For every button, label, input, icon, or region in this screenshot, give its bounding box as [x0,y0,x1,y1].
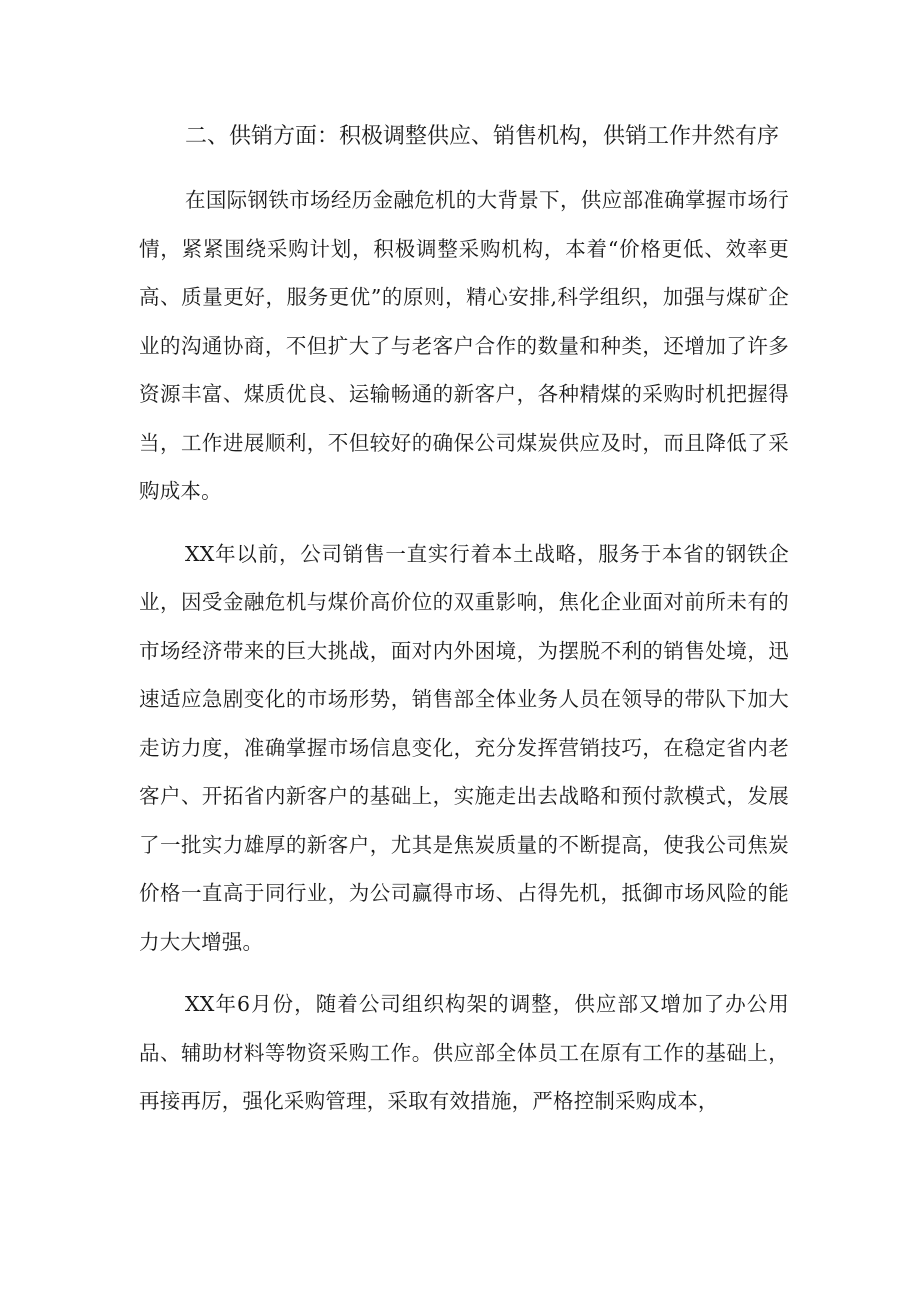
paragraph-sales: XX年以前，公司销售一直实行着本土战略，服务于本省的钢铁企业，因受金融危机与煤价高价位的双重影响，焦化企业面对前所未有的市场经济带来的巨大挑战，面对内外困境，为摆脱不利的销售处境，迅速适应急剧变化的市场形势，销售部全体业务人员在领导的带队下加大走访力度，准确掌握市场信息变化，充分发挥营销技巧，在稳定省内老客户、开拓省内新客户的基础上，实施走出去战略和预付款模式，发展了一批实力雄厚的新客户，尤其是焦炭质量的不断提高，使我公司焦炭价格一直高于同行业，为公司赢得市场、占得先机，抵御市场风险的能力大大增强。 [139,541,789,954]
document-body [139,112,789,1140]
section-heading: 二、供销方面：积极调整供应、销售机构，供销工作井然有序 [185,124,780,149]
paragraph-supply: 在国际钢铁市场经历金融危机的大背景下，供应部准确掌握市场行情，紧紧围绕采购计划，积极调整采购机构，本着“价格更低、效率更高、质量更好，服务更优”的原则，精心安排,科学组织，加强与煤矿企业的沟通协商，不但扩大了与老客户合作的数量和种类，还增加了许多资源丰富、煤质优良、运输畅通的新客户，各种精煤的采购时机把握得当，工作进展顺利，不但较好的确保公司煤炭供应及时，而且降低了采购成本。 [139,188,789,503]
paragraph-procurement: XX年6月份，随着公司组织构架的调整，供应部又增加了办公用品、辅助材料等物资采购工作。供应部全体员工在原有工作的基础上，再接再厉，强化采购管理，采取有效措施，严格控制采购成本， [139,992,789,1113]
